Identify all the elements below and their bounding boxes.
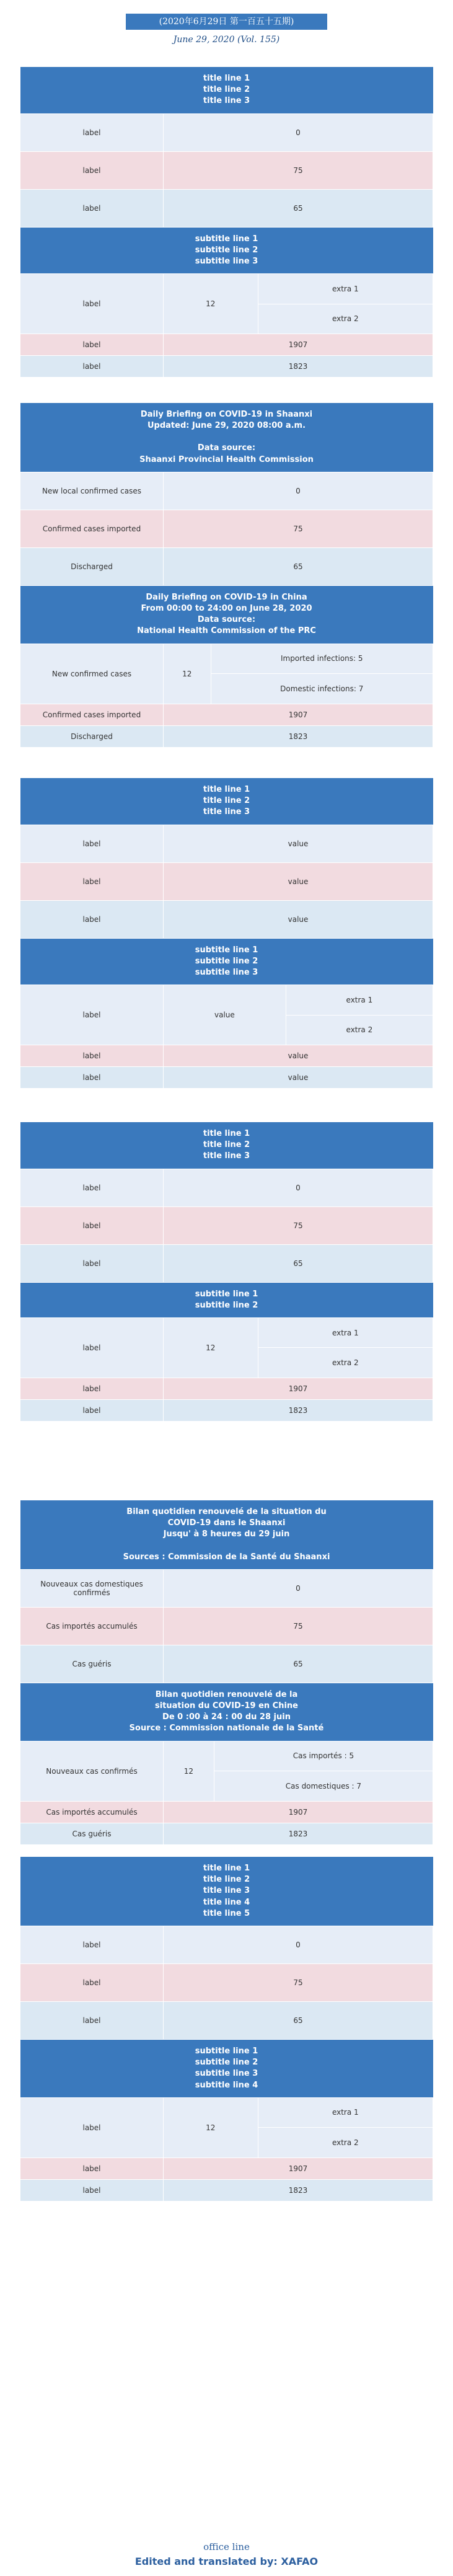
row-value: 65 xyxy=(164,2001,433,2039)
section-title xyxy=(20,1500,433,1569)
section-title-row xyxy=(20,1500,433,1569)
row-label: Nouveaux cas domestiques confirmés xyxy=(20,1569,164,1607)
info-table xyxy=(20,1122,433,1422)
info-section xyxy=(20,778,433,1089)
title-line: Daily Briefing on COVID-19 in Shaanxi xyxy=(140,410,313,419)
table-row xyxy=(20,1926,433,1963)
row-extra: Domestic infections: 7 xyxy=(211,674,433,704)
row-label: label xyxy=(20,1244,164,1282)
row-label: label xyxy=(20,1317,164,1378)
section-title-row xyxy=(20,67,433,113)
row-value: 1823 xyxy=(164,2179,433,2201)
footer-office: office line xyxy=(203,2541,250,2552)
title-line: Data source: xyxy=(197,443,256,453)
row-label: Discharged xyxy=(20,547,164,585)
table-row xyxy=(20,1963,433,2001)
table-row xyxy=(20,2158,433,2179)
row-label: Nouveaux cas confirmés xyxy=(20,1741,164,1801)
row-label: label xyxy=(20,1378,164,1399)
subtitle-line: Daily Briefing on COVID-19 in China xyxy=(146,592,307,602)
table-row xyxy=(20,189,433,227)
table-row xyxy=(20,1045,433,1067)
row-label: label xyxy=(20,1206,164,1244)
row-value: 12 xyxy=(164,644,211,704)
section-subtitle xyxy=(20,1282,433,1317)
info-table xyxy=(20,1857,433,2202)
row-label: label xyxy=(20,2001,164,2039)
section-title xyxy=(20,778,433,825)
info-table xyxy=(20,403,433,748)
table-row xyxy=(20,2097,433,2128)
row-label: Cas guéris xyxy=(20,1645,164,1683)
section-subtitle xyxy=(20,938,433,985)
table-row xyxy=(20,151,433,189)
row-label: Cas importés accumulés xyxy=(20,1801,164,1823)
table-row xyxy=(20,1801,433,1823)
row-value: value xyxy=(164,862,433,900)
row-extra: extra 1 xyxy=(258,2097,433,2128)
info-table xyxy=(20,67,433,378)
row-value: 65 xyxy=(164,1645,433,1683)
table-row xyxy=(20,900,433,938)
title-line: title line 2 xyxy=(203,796,250,806)
table-row xyxy=(20,2179,433,2201)
section-subtitle xyxy=(20,585,433,644)
row-label: label xyxy=(20,1963,164,2001)
subtitle-line: De 0 :00 à 24 : 00 du 28 juin xyxy=(162,1712,291,1722)
row-value: 0 xyxy=(164,1569,433,1607)
row-label: label xyxy=(20,825,164,862)
section-subtitle-row xyxy=(20,227,433,274)
table-row xyxy=(20,334,433,356)
table-row xyxy=(20,113,433,151)
row-label: label xyxy=(20,2158,164,2179)
subtitle-line: subtitle line 3 xyxy=(195,256,258,266)
table-row xyxy=(20,1645,433,1683)
info-section xyxy=(20,403,433,748)
table-row xyxy=(20,1569,433,1607)
title-line: title line 3 xyxy=(203,96,250,106)
row-label: label xyxy=(20,113,164,151)
row-extra: extra 2 xyxy=(258,304,433,334)
row-value: 1823 xyxy=(164,725,433,747)
row-label: label xyxy=(20,151,164,189)
row-value: 1907 xyxy=(164,704,433,725)
row-value: 65 xyxy=(164,547,433,585)
row-value: 12 xyxy=(164,274,258,334)
row-value: 0 xyxy=(164,1169,433,1206)
row-label: label xyxy=(20,334,164,356)
row-value: 1823 xyxy=(164,356,433,378)
title-line: title line 4 xyxy=(203,1897,250,1907)
info-section xyxy=(20,1500,433,1845)
row-value: value xyxy=(164,900,433,938)
row-value: 75 xyxy=(164,1607,433,1645)
table-row xyxy=(20,1607,433,1645)
row-value: 65 xyxy=(164,189,433,227)
row-label: Confirmed cases imported xyxy=(20,704,164,725)
table-row xyxy=(20,274,433,304)
title-line: title line 3 xyxy=(203,807,250,817)
section-subtitle xyxy=(20,2039,433,2097)
subtitle-line: From 00:00 to 24:00 on June 28, 2020 xyxy=(141,603,312,613)
title-line: title line 1 xyxy=(203,1864,250,1873)
row-label: New confirmed cases xyxy=(20,644,164,704)
title-line: Updated: June 29, 2020 08:00 a.m. xyxy=(147,421,306,431)
section-title-row xyxy=(20,1857,433,1926)
subtitle-line: National Health Commission of the PRC xyxy=(137,626,316,636)
section-title xyxy=(20,1122,433,1169)
row-label: label xyxy=(20,1926,164,1963)
subtitle-line: subtitle line 1 xyxy=(195,234,258,244)
row-label: Cas guéris xyxy=(20,1823,164,1844)
row-value: value xyxy=(164,985,286,1045)
row-value: 12 xyxy=(164,1317,258,1378)
title-line: title line 1 xyxy=(203,785,250,794)
title-line: COVID-19 dans le Shaanxi xyxy=(167,1518,286,1528)
row-extra: extra 1 xyxy=(258,1317,433,1348)
section-title-row xyxy=(20,403,433,472)
section-title xyxy=(20,1857,433,1926)
issue-line: June 29, 2020 (Vol. 155) xyxy=(173,35,280,45)
row-label: label xyxy=(20,2097,164,2158)
row-value: value xyxy=(164,1045,433,1067)
section-subtitle-row xyxy=(20,1683,433,1741)
title-line: Jusqu' à 8 heures du 29 juin xyxy=(163,1529,290,1539)
table-row xyxy=(20,1378,433,1399)
table-row xyxy=(20,1169,433,1206)
row-extra: extra 1 xyxy=(286,985,433,1016)
subtitle-line: subtitle line 2 xyxy=(195,1300,258,1310)
subtitle-line: subtitle line 1 xyxy=(195,2046,258,2056)
subtitle-line: subtitle line 1 xyxy=(195,1289,258,1299)
row-value: value xyxy=(164,825,433,862)
table-row xyxy=(20,472,433,510)
info-section xyxy=(20,67,433,378)
row-label: label xyxy=(20,985,164,1045)
subtitle-line: subtitle line 2 xyxy=(195,956,258,966)
top-band xyxy=(0,0,453,57)
row-value: 75 xyxy=(164,1963,433,2001)
info-section xyxy=(20,1857,433,2202)
info-table xyxy=(20,1500,433,1845)
section-title xyxy=(20,403,433,472)
title-line: title line 1 xyxy=(203,1129,250,1138)
table-row xyxy=(20,1206,433,1244)
subtitle-line: subtitle line 3 xyxy=(195,2069,258,2079)
row-value: 1907 xyxy=(164,334,433,356)
title-line xyxy=(25,1541,428,1552)
row-label: label xyxy=(20,2179,164,2201)
table-row xyxy=(20,1399,433,1421)
row-label: label xyxy=(20,1399,164,1421)
subtitle-line: subtitle line 1 xyxy=(195,945,258,955)
row-extra: Cas domestiques : 7 xyxy=(214,1771,433,1802)
table-row xyxy=(20,356,433,378)
table-row xyxy=(20,862,433,900)
row-label: Confirmed cases imported xyxy=(20,510,164,547)
row-label: label xyxy=(20,274,164,334)
row-label: label xyxy=(20,862,164,900)
subtitle-line: subtitle line 3 xyxy=(195,967,258,977)
table-row xyxy=(20,1741,433,1771)
section-subtitle xyxy=(20,227,433,274)
row-label: Discharged xyxy=(20,725,164,747)
title-line: title line 2 xyxy=(203,1140,250,1150)
subtitle-line: subtitle line 2 xyxy=(195,245,258,255)
subtitle-line: Source : Commission nationale de la Santé xyxy=(129,1724,324,1733)
row-value: 75 xyxy=(164,510,433,547)
row-label: label xyxy=(20,189,164,227)
section-subtitle-row xyxy=(20,938,433,985)
row-value: 1907 xyxy=(164,1801,433,1823)
table-row xyxy=(20,725,433,747)
row-value: 12 xyxy=(164,1741,214,1801)
table-row xyxy=(20,644,433,674)
title-line: title line 2 xyxy=(203,1875,250,1885)
row-extra: extra 2 xyxy=(258,1348,433,1378)
row-value: 75 xyxy=(164,1206,433,1244)
row-value: value xyxy=(164,1067,433,1089)
title-line: Shaanxi Provincial Health Commission xyxy=(139,454,314,464)
section-subtitle-row xyxy=(20,2039,433,2097)
title-line: title line 3 xyxy=(203,1151,250,1161)
row-value: 0 xyxy=(164,113,433,151)
row-value: 1823 xyxy=(164,1399,433,1421)
subtitle-line: situation du COVID-19 en Chine xyxy=(154,1701,298,1711)
info-table xyxy=(20,778,433,1089)
row-value: 75 xyxy=(164,151,433,189)
title-line: title line 1 xyxy=(203,74,250,83)
footer-edited: Edited and translated by: XAFAO xyxy=(134,2556,319,2567)
row-value: 1907 xyxy=(164,2158,433,2179)
row-label: Cas importés accumulés xyxy=(20,1607,164,1645)
title-line xyxy=(25,432,428,443)
section-subtitle xyxy=(20,1683,433,1741)
row-label: label xyxy=(20,1067,164,1089)
row-label: New local confirmed cases xyxy=(20,472,164,510)
title-line: title line 5 xyxy=(203,1908,250,1918)
row-extra: extra 1 xyxy=(258,274,433,304)
row-value: 12 xyxy=(164,2097,258,2158)
section-title-row xyxy=(20,778,433,825)
table-row xyxy=(20,1317,433,1348)
row-value: 1907 xyxy=(164,1378,433,1399)
subtitle-line: subtitle line 2 xyxy=(195,2058,258,2068)
title-line: Bilan quotidien renouvelé de la situation du xyxy=(126,1507,327,1516)
table-row xyxy=(20,704,433,725)
table-row xyxy=(20,825,433,862)
section-subtitle-row xyxy=(20,585,433,644)
table-row xyxy=(20,510,433,547)
row-value: 0 xyxy=(164,1926,433,1963)
subtitle-line: Data source: xyxy=(197,615,256,625)
date-bar: (2020年6月29日 第一百五十五期) xyxy=(126,14,327,30)
table-row xyxy=(20,2001,433,2039)
table-row xyxy=(20,1067,433,1089)
row-label: label xyxy=(20,1169,164,1206)
row-extra: Cas importés : 5 xyxy=(214,1741,433,1771)
row-value: 1823 xyxy=(164,1823,433,1844)
section-subtitle-row xyxy=(20,1282,433,1317)
subtitle-line: Bilan quotidien renouvelé de la xyxy=(155,1689,298,1699)
title-line: title line 3 xyxy=(203,1886,250,1896)
title-line: title line 2 xyxy=(203,85,250,95)
subtitle-line: subtitle line 4 xyxy=(195,2080,258,2090)
row-label: label xyxy=(20,1045,164,1067)
section-title-row xyxy=(20,1122,433,1169)
section-title xyxy=(20,67,433,113)
row-extra: extra 2 xyxy=(258,2128,433,2158)
row-extra: extra 2 xyxy=(286,1015,433,1045)
table-row xyxy=(20,1823,433,1844)
row-extra: Imported infections: 5 xyxy=(211,644,433,674)
row-label: label xyxy=(20,900,164,938)
table-row xyxy=(20,547,433,585)
info-section xyxy=(20,1122,433,1422)
row-value: 0 xyxy=(164,472,433,510)
row-value: 65 xyxy=(164,1244,433,1282)
table-row xyxy=(20,985,433,1016)
title-line: Sources : Commission de la Santé du Shaanxi xyxy=(123,1552,330,1562)
table-row xyxy=(20,1244,433,1282)
row-label: label xyxy=(20,356,164,378)
